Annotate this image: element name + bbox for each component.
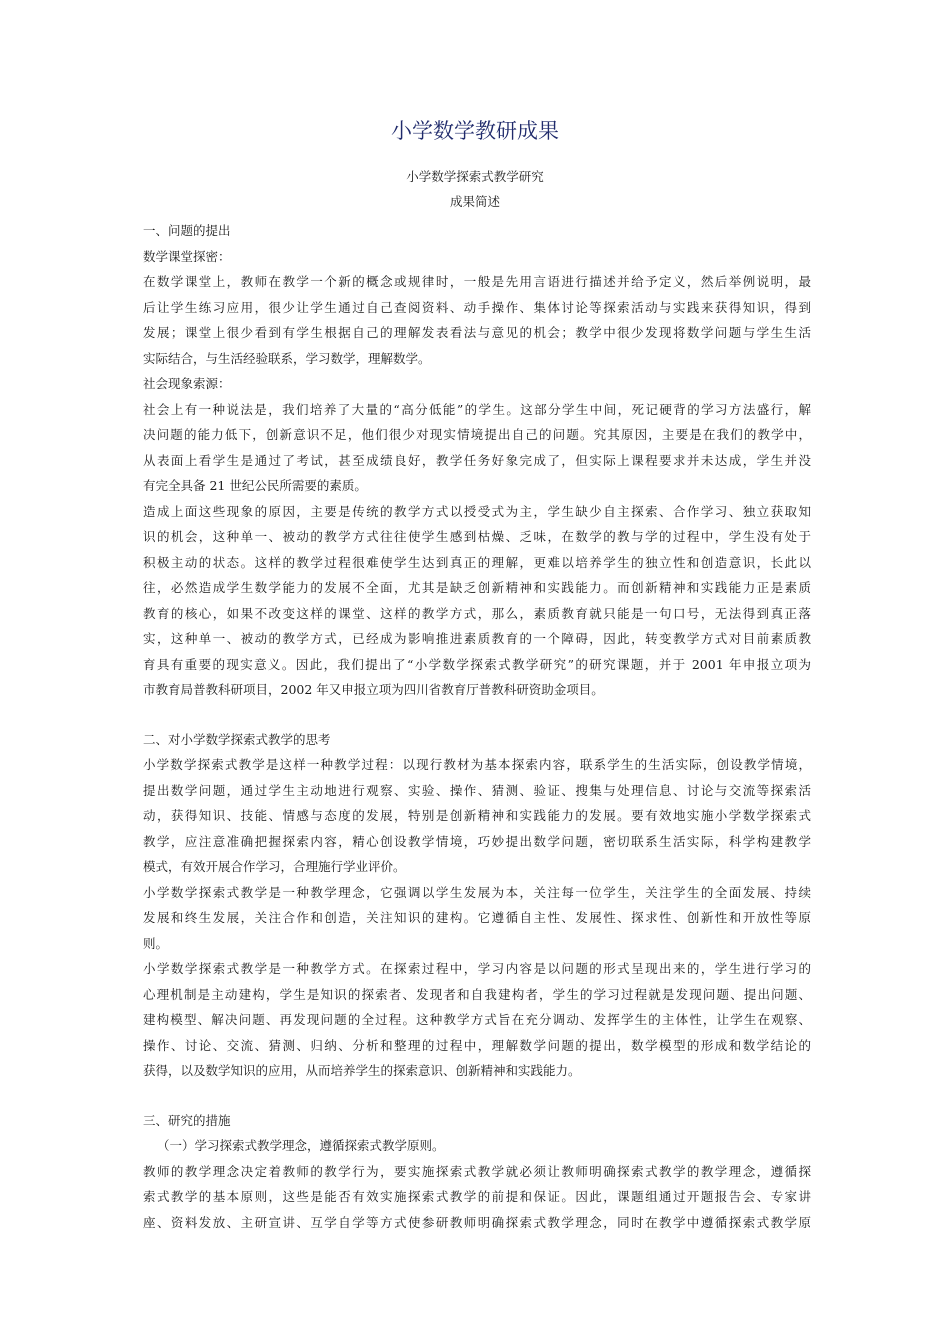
text-line: 建构模型、解决问题、再发现问题的全过程。这种教学方式旨在充分调动、发挥学生的主体性，让学生在观察、 xyxy=(143,1012,811,1027)
text-line: 小学数学探索式教学是一种教学方式。在探索过程中，学习内容是以问题的形式呈现出来的，学生进行学习的 xyxy=(143,961,811,976)
text-line: 有完全具备 21 世纪公民所需要的素质。 xyxy=(143,478,367,493)
section-heading: 一、问题的提出 xyxy=(143,223,231,238)
text-line: 操作、讨论、交流、猜测、归纳、分析和整理的过程中，理解数学问题的提出，数学模型的形成和数学结论的 xyxy=(143,1037,811,1053)
text-line: 在数学课堂上，教师在教学一个新的概念或规律时，一般是先用言语进行描述并给予定义，然后举例说明，最 xyxy=(143,274,811,289)
text-line: 识的机会，这种单一、被动的教学方式往往使学生感到枯燥、乏味，在数学的教与学的过程中，学生没有处于 xyxy=(143,529,811,544)
text-line: 心理机制是主动建构，学生是知识的探索者、发现者和自我建构者，学生的学习过程就是发现问题、提出问题、 xyxy=(143,986,811,1002)
section-heading: 二、对小学数学探索式教学的思考 xyxy=(143,731,331,747)
paragraph-gap xyxy=(143,703,811,727)
sub-heading: 数学课堂探密： xyxy=(143,248,231,264)
text-line: 实际结合，与生活经验联系，学习数学，理解数学。 xyxy=(143,350,431,366)
sub-heading: 社会现象索源： xyxy=(143,376,231,391)
text-line: 动，获得知识、技能、情感与态度的发展，特别是创新精神和实践能力的发展。要有效地实施小学数学探索式 xyxy=(143,808,811,823)
document-subtitle-summary: 成果简述 xyxy=(449,194,500,209)
text-line: 从表面上看学生是通过了考试，甚至成绩良好，教学任务好象完成了，但实际上课程要求并未达成，学生并没 xyxy=(143,452,811,468)
document-subtitle: 小学数学探索式教学研究 xyxy=(406,169,544,184)
text-line: 积极主动的状态。这样的教学过程很难使学生达到真正的理解，更难以培养学生的独立性和创造意识，长此以 xyxy=(143,554,811,570)
text-line: 提出数学问题，通过学生主动地进行观察、实验、操作、猜测、验证、搜集与处理信息、讨论与交流等探索活 xyxy=(143,782,811,798)
text-line: 往，必然造成学生数学能力的发展不全面，尤其是缺乏创新精神和实践能力。而创新精神和实践能力正是素质 xyxy=(143,580,811,595)
text-line: 座、资料发放、主研宣讲、互学自学等方式使参研教师明确探索式教学理念，同时在教学中遵循探索式教学原 xyxy=(143,1214,811,1230)
text-line: 则。 xyxy=(143,935,169,951)
text-line: 小学数学探索式教学是这样一种教学过程：以现行教材为基本探索内容，联系学生的生活实际，创设教学情境， xyxy=(143,757,811,772)
sub-heading: （一）学习探索式教学理念，遵循探索式教学原则。 xyxy=(157,1138,445,1153)
text-line: 社会上有一种说法是，我们培养了大量的“高分低能”的学生。这部分学生中间，死记硬背的学习方法盛行，解 xyxy=(143,401,811,417)
text-line: 教育的核心，如果不改变这样的课堂、这样的教学方式，那么，素质教育就只能是一句口号，无法得到真正落 xyxy=(143,605,811,621)
text-line: 市教育局普教科研项目，2002 年又申报立项为四川省教育厅普教科研资助金项目。 xyxy=(143,682,604,697)
document-body xyxy=(143,218,811,1235)
text-line: 模式，有效开展合作学习，合理施行学业评价。 xyxy=(143,859,406,874)
text-line: 实，这种单一、被动的教学方式，已经成为影响推进素质教育的一个障碍，因此，转变教学方式对目前素质教 xyxy=(143,631,811,646)
text-line: 发展；课堂上很少看到有学生根据自己的理解发表看法与意见的机会；教学中很少发现将数学问题与学生生活 xyxy=(143,325,811,340)
document-title: 小学数学教研成果 xyxy=(391,119,559,143)
text-line: 造成上面这些现象的原因，主要是传统的教学方式以授受式为主，学生缺少自主探索、合作学习、独立获取知 xyxy=(143,503,811,519)
text-line: 获得，以及数学知识的应用，从而培养学生的探索意识、创新精神和实践能力。 xyxy=(143,1063,581,1078)
text-line: 教学，应注意准确把握探索内容，精心创设教学情境，巧妙提出数学问题，密切联系生活实际，科学构建教学 xyxy=(143,833,811,849)
section-heading: 三、研究的措施 xyxy=(143,1112,231,1128)
text-line: 索式教学的基本原则，这些是能否有效实施探索式教学的前提和保证。因此，课题组通过开题报告会、专家讲 xyxy=(143,1189,811,1204)
text-line: 教师的教学理念决定着教师的教学行为，要实施探索式教学就必须让教师明确探索式教学的教学理念，遵循探 xyxy=(143,1163,811,1179)
text-line: 小学数学探索式教学是一种教学理念，它强调以学生发展为本，关注每一位学生，关注学生的全面发展、持续 xyxy=(143,884,811,900)
text-line: 发展和终生发展，关注合作和创造，关注知识的建构。它遵循自主性、发展性、探求性、创新性和开放性等原 xyxy=(143,910,811,925)
text-line: 后让学生练习应用，很少让学生通过自己查阅资料、动手操作、集体讨论等探索活动与实践来获得知识，得到 xyxy=(143,299,811,315)
paragraph-gap xyxy=(143,1084,811,1108)
text-line: 决问题的能力低下，创新意识不足，他们很少对现实情境提出自己的问题。究其原因，主要是在我们的教学中， xyxy=(143,427,811,442)
text-line: 育具有重要的现实意义。因此，我们提出了“小学数学探索式教学研究”的研究课题，并于 2001 年申报立项为 xyxy=(143,656,811,672)
